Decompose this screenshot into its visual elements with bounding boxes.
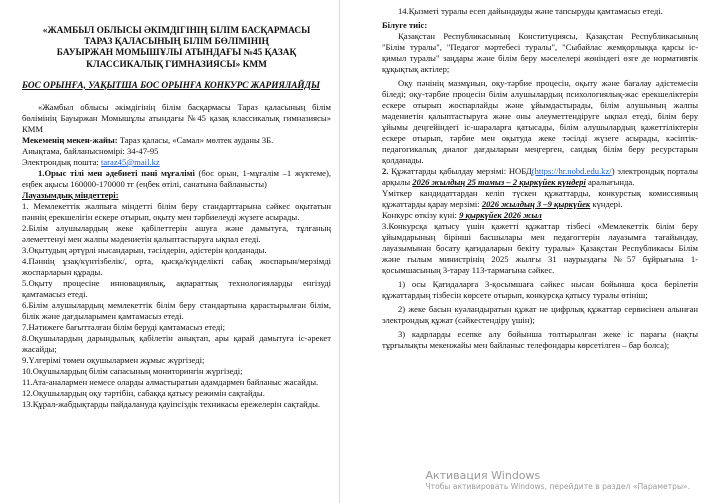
deadline-tail: аралығында. (585, 177, 635, 187)
duty-item: 10.Оқушылардың білім сапасының мониторингін жүргізеді; (22, 365, 243, 376)
right-column (382, 0, 698, 351)
org-name: «Жамбыл облысы әкімдігінің білім басқармасы Тараз қаласының білім бөлімінің Бауыржан Момышұлы атындағы №45 қазақ классикалық гимназиясы» КММ (22, 101, 331, 134)
competence-text: Оқу пәнінің мазмұнын, оқу-тәрбие процесін, оқыту және бағалау әдістемесін біледі; оқу-тәрбие процесін білім алушылардың психологиялық-жас ерекшеліктерін ескере отырып жоспарлайды және ұйымдастырады, білім алушының жалпы мәдениетін қалыптастыруға және оны әлеуметтендіруге ықпал етеді, білім беру ұйымы деңгейіндегі іс-шараларға қатысады, білім алушылардың қажеттіліктерін ескере отырып, тәрбие мен оқытуда жеке тәсілді жүзеге асырады, кәсіптік-педагогикалық диалог дағдыларын меңгерген, сандық білім беру ресурстарын қолданады. (382, 78, 698, 165)
contest-date: 9 қыркүйек 2026 жыл (459, 210, 542, 220)
address-line (22, 135, 331, 146)
duty-item: 8.Оқушылардың дарындылық қабілетін анықтап, ары қарай дамытуға іс-әрекет жасайды; (22, 332, 331, 354)
title-line: БАУЫРЖАН МОМЫШҰЛЫ АТЫНДАҒЫ №45 ҚАЗАҚ (56, 48, 297, 59)
position-details: (бос орын, 1-мұғалім –1 жүктеме), еңбек ақысы 160000-170000 тг (еңбек өтілі, санатына байланысты) (22, 167, 331, 189)
review-dates: 2026 жылдың 3 –9 қыркүйек (481, 199, 591, 209)
duty-item: 7.Нәтижеге бағытталған білім беруді қамтамасыз етеді; (22, 321, 225, 332)
duty-item: 9.Үлгерімі төмен оқушылармен жұмыс жүргізеді; (22, 354, 205, 365)
contest-line (382, 210, 698, 221)
address-label: Мекеменің мекен-жайы: (22, 134, 118, 145)
document-item: 3) кадрларды есепке алу бойынша толтырылған жеке іс парағы (нақты тұрғылықты мекенжайы мен байланыс телефондары көрсетілген – бар болса); (382, 329, 698, 350)
watermark-subtitle: Чтобы активировать Windows, перейдите в раздел «Параметры». (425, 482, 690, 491)
position-number: 1. (38, 167, 45, 178)
deadline-number: 2. (382, 166, 389, 176)
review-tail: күндері. (590, 199, 623, 209)
watermark-title: Активация Windows (425, 469, 541, 482)
email-line (22, 157, 331, 168)
deadline-mid: электрондық порталы арқылы (382, 166, 698, 187)
documents-intro: 3.Конкурсқа қатысу үшін қажетті құжаттар тізбесі «Мемлекеттік білім беру ұйымдарының бірінші басшылары мен педагогтерін лауазымға тағайындау, лауазымынан босату қағидаларын бекіту туралы» Қазақстан Республикасы Білім және ғылым министрінің 2025 жылғы 31 наурыздағы №57 бұйрығына 1-қосымшасының 3-тарау 113-тармағына сәйкес. (382, 221, 698, 275)
duties-heading: Лауазымдық міндеттері: (22, 189, 119, 200)
document-title (22, 26, 331, 71)
duty-item: 4.Пәннің ұзақ/күнтізбелік/, орта, қысқа/күнделікті сабақ жоспарын/мерзімді жоспарларын құрады. (22, 255, 331, 277)
duty-item: 6.Білім алушылардың мемлекеттік білім беру стандартына қарастырылған білім, білік және дағдыларымен қамтамасыз етеді. (22, 299, 331, 321)
title-line: «ЖАМБЫЛ ОБЛЫСЫ ӘКІМДІГІНІҢ БІЛІМ БАСҚАРМАСЫ (42, 26, 311, 36)
document-item: 1) осы Қағидаларға 3-қосымшаға сәйкес нысан бойынша қоса берілетін құжаттардың тізбесін көрсете отырып, конкурсқа қатысу туралы өтініш; (382, 279, 698, 300)
left-column (22, 0, 340, 503)
deadline-label: Құжаттарды қабылдау мерзімі: НОБД (391, 166, 532, 176)
title-line: ТАРАЗ ҚАЛАСЫНЫҢ БІЛІМ БӨЛІМІНІҢ (84, 37, 269, 48)
nobd-portal-link[interactable]: (https://hr.nobd.edu.kz/ (531, 166, 612, 176)
duty-item: 5.Оқыту процесіне инновациялық, ақпараттық технологияларды енгізуді қамтамасыз етеді. (22, 277, 331, 299)
contest-label: Конкурс өткізу күні: (382, 210, 460, 220)
vacancy-notice: БОС ОРЫНҒА, УАҚЫТША БОС ОРЫНҒА КОНКУРС ЖАРИЯЛАЙДЫ (22, 80, 321, 91)
title-line: КЛАССИКАЛЫҚ ГИМНАЗИЯСЫ» КММ (86, 59, 267, 70)
email-link[interactable]: taraz45@mail.kz (100, 156, 160, 167)
knowledge-text: Қазақстан Республикасының Конституциясы, Қазақстан Республикасының "Білім туралы", "Педагог мәртебесі туралы", "Сыбайлас жемқорлыққа қарсы іс-қимыл туралы" заңдары және білім беру мәселелері жөніндегі өзге де нормативтік құқықтық актілер; (382, 31, 698, 74)
duty-item: 13.Құрал-жабдықтарды пайдалануда қауіпсіздік техникасы ережелерін сақтайды. (22, 398, 321, 409)
duty-item: 3.Оқытудың әртүрлі нысандарын, тәсілдерін, әдістерін қолданады. (22, 244, 267, 255)
duty-item-14: 14.Қызметі туралы есеп дайындауды және тапсыруды қамтамасыз етеді. (398, 6, 663, 16)
duty-item: 12.Оқушылардың оқу тәртібін, сабаққа қатысу режимін сақтайды. (22, 387, 265, 398)
address-value: Тараз қаласы, «Самал» мөлтек ауданы 3Б. (117, 134, 274, 145)
review-text: Үміткер кандидаттардан келіп түскен құжаттарды, конкурстық комиссияның құжаттарды қарау мерзімі: (382, 188, 698, 209)
contact-phone: Анықтама, байланыснөмірі: 34-47-95 (22, 145, 159, 156)
deadline-dates: 2026 жылдың 25 тамыз – 2 қыркүйек күндері (412, 177, 586, 187)
duty-item: 2.Білім алушылардың жеке қабілеттерін ашуға және дамытуға, тұлғаның әлеметтенуі мен жалпы мәдениетін қалыптастыруға ықпал етеді. (22, 222, 331, 244)
position-title: Орыс тілі мен әдебиеті пәні мұғалімі (44, 167, 195, 178)
position-line (22, 168, 331, 190)
deadline-paren: ) (611, 166, 615, 176)
deadline-line (382, 166, 698, 188)
email-label: Электрондық пошта: (22, 156, 101, 167)
windows-activation-watermark (425, 469, 690, 491)
knowledge-heading: Білуге тиіс: (382, 20, 428, 30)
duty-item: 11.Ата-аналармен немесе оларды алмастыратын адамдармен байланыс жасайды. (22, 376, 319, 387)
review-line (382, 188, 698, 210)
duties-list (22, 201, 331, 410)
duty-item: 1. Мемлекеттік жалпыға міндетті білім беру стандарттарына сәйкес оқытатын пәннің ерекшелігін ескере отырып, оқыту мен тәрбиелеуді жүзеге асырады. (22, 200, 331, 222)
document-item: 2) жеке басын куәландыратын құжат не цифрлық құжаттар сервисінен алынған электрондық құжат (сәйкестендіру үшін); (382, 304, 698, 325)
